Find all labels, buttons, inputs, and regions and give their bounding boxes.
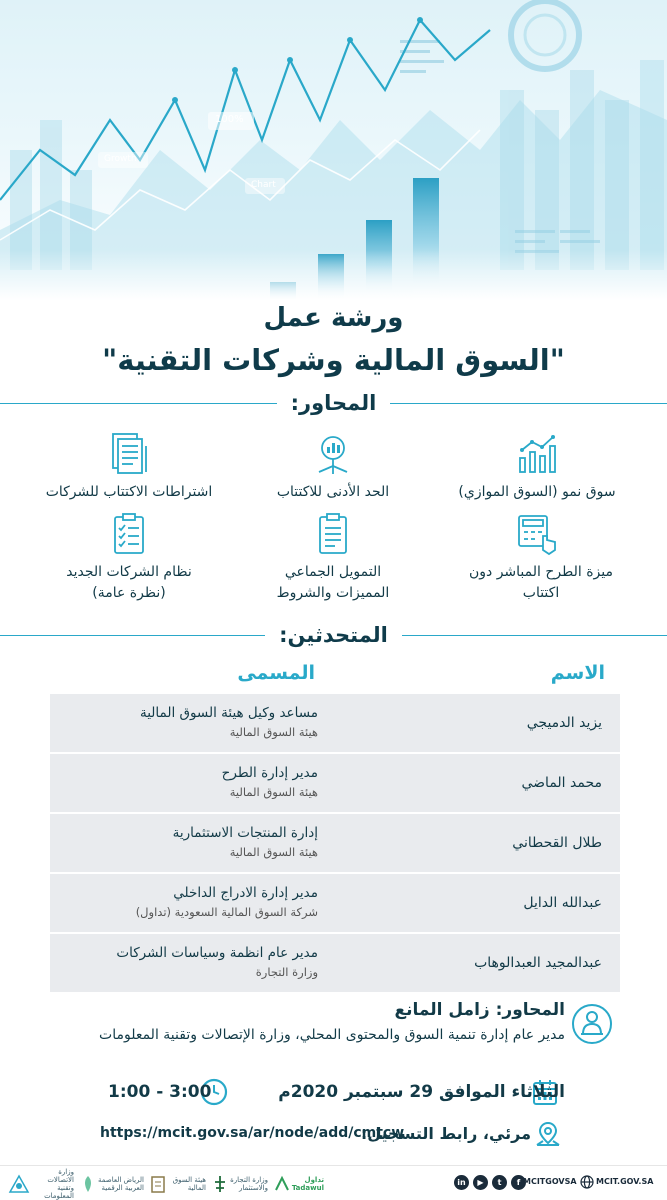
topic-item: [228, 512, 438, 604]
riyadh-emblem-icon: [80, 1174, 96, 1194]
logo-text: تداول Tadawul: [291, 1176, 324, 1192]
riyadh-digital-logo: [80, 1173, 144, 1195]
cma-emblem-icon: [150, 1174, 166, 1194]
topic-label: سوق نمو (السوق الموازي): [458, 484, 616, 500]
topics-heading-text: المحاور:: [277, 391, 391, 415]
registration-link[interactable]: https://mcit.gov.sa/ar/node/add/cmtcw: [100, 1125, 405, 1141]
finance-chart-illustration: [0, 0, 667, 300]
speaker-name: عبدالله الدايل: [523, 895, 602, 911]
topic-label: ميزة الطرح المباشر دون اكتتاب: [468, 564, 613, 601]
speaker-title: مدير إدارة الادراج الداخلي: [173, 885, 318, 901]
tadawul-logo: [274, 1173, 324, 1195]
social-links: [454, 1175, 526, 1190]
youtube-icon[interactable]: ▶: [473, 1175, 488, 1190]
topic-item: [24, 432, 234, 503]
location-pin-icon: [534, 1120, 562, 1148]
globe-icon: [580, 1175, 594, 1189]
tadawul-emblem-icon: [274, 1174, 290, 1194]
speaker-position: [58, 703, 318, 741]
speaker-org: هيئة السوق المالية: [229, 785, 318, 799]
table-row: [50, 754, 620, 812]
table-row: [50, 694, 620, 752]
topic-item: [24, 512, 234, 604]
topic-label: التمويل الجماعي المميزات والشروط: [276, 564, 390, 601]
speaker-name: طلال القحطاني: [512, 835, 602, 851]
speaker-title: إدارة المنتجات الاستثمارية: [172, 825, 318, 841]
speakers-table: [50, 694, 620, 994]
speaker-position: [58, 943, 318, 981]
speaker-name: يزيد الدميجي: [526, 715, 602, 731]
event-datetime: [0, 1076, 667, 1110]
registration: [0, 1120, 667, 1150]
presenter-icon: [570, 1002, 614, 1046]
linkedin-icon[interactable]: in: [454, 1175, 469, 1190]
topic-item: [228, 432, 438, 503]
speaker-position: [58, 823, 318, 861]
checklist-icon: [107, 512, 151, 556]
speaker-org: هيئة السوق المالية: [229, 725, 318, 739]
logo-text: الرياض العاصمة العربية الرقمية: [97, 1176, 144, 1192]
hero-label-percent: 100%: [215, 114, 244, 125]
cma-logo: [150, 1173, 206, 1195]
topic-item: [432, 432, 642, 503]
speaker-position: [58, 763, 318, 801]
event-time: 1:00 - 3:00: [108, 1082, 212, 1102]
topic-label: الحد الأدنى للاكتتاب: [276, 484, 390, 500]
partner-logos: [8, 1168, 324, 1200]
commerce-emblem-icon: [212, 1174, 228, 1194]
hero-label-growth: Growth: [104, 154, 137, 164]
magnifier-chart-icon: [311, 432, 355, 476]
moderator-name: المحاور: زامل المانع: [394, 1000, 565, 1020]
registration-label: مرئي، رابط التسجيل:: [360, 1124, 531, 1143]
hero-label-chart: Chart: [251, 180, 276, 190]
table-row: [50, 814, 620, 872]
speaker-title: مدير عام انظمة وسياسات الشركات: [116, 945, 318, 961]
speaker-org: شركة السوق المالية السعودية (تداول): [135, 905, 318, 919]
speaker-title: مساعد وكيل هيئة السوق المالية: [139, 705, 318, 721]
footer: [0, 1165, 667, 1200]
speaker-name: محمد الماضي: [521, 775, 602, 791]
topics-grid: [0, 420, 667, 620]
social-handle[interactable]: MCITGOVSA: [523, 1177, 577, 1186]
table-row: [50, 874, 620, 932]
speaker-org: وزارة التجارة: [255, 965, 318, 979]
growth-chart-icon: [515, 432, 559, 476]
topic-item: [432, 512, 642, 604]
facebook-icon[interactable]: f: [511, 1175, 526, 1190]
speaker-name: عبدالمجيد العبدالوهاب: [474, 955, 602, 971]
hero-graphic: [0, 0, 667, 300]
twitter-icon[interactable]: t: [492, 1175, 507, 1190]
moderator-block: [0, 996, 667, 1056]
mcit-emblem-icon: [8, 1174, 30, 1194]
table-header: [0, 662, 667, 688]
title-line-1: ورشة عمل: [263, 303, 404, 333]
topic-label: نظام الشركات الجديد (نظرة عامة): [66, 564, 192, 601]
moderator-title: مدير عام إدارة تنمية السوق والمحتوى المحلي، وزارة الإتصالات وتقنية المعلومات: [99, 1027, 565, 1043]
event-date: الثلاثاء الموافق 29 سبتمبر 2020م: [278, 1082, 565, 1102]
speakers-heading: [0, 620, 667, 650]
commerce-logo: [212, 1173, 268, 1195]
column-title-header: المسمى: [237, 662, 315, 684]
touch-calculator-icon: [515, 512, 559, 556]
logo-text: وزارة الاتصالات وتقنية المعلومات: [44, 1168, 74, 1200]
topic-label: اشتراطات الاكتتاب للشركات: [45, 484, 213, 500]
logo-text: وزارة التجارة والاستثمار: [230, 1176, 268, 1192]
website-link[interactable]: MCIT.GOV.SA: [596, 1177, 654, 1186]
title-line-2: "السوق المالية وشركات التقنية": [102, 343, 565, 377]
mcit-logo: [8, 1168, 74, 1200]
documents-icon: [107, 432, 151, 476]
logo-text: هيئة السوق المالية: [172, 1176, 206, 1192]
speakers-heading-text: المتحدثين:: [265, 623, 402, 647]
speaker-org: هيئة السوق المالية: [229, 845, 318, 859]
topics-heading: [0, 388, 667, 418]
workshop-title: [0, 300, 667, 380]
speaker-title: مدير إدارة الطرح: [221, 765, 318, 781]
speaker-position: [58, 883, 318, 921]
table-row: [50, 934, 620, 992]
clipboard-icon: [311, 512, 355, 556]
column-name-header: الاسم: [550, 662, 605, 684]
